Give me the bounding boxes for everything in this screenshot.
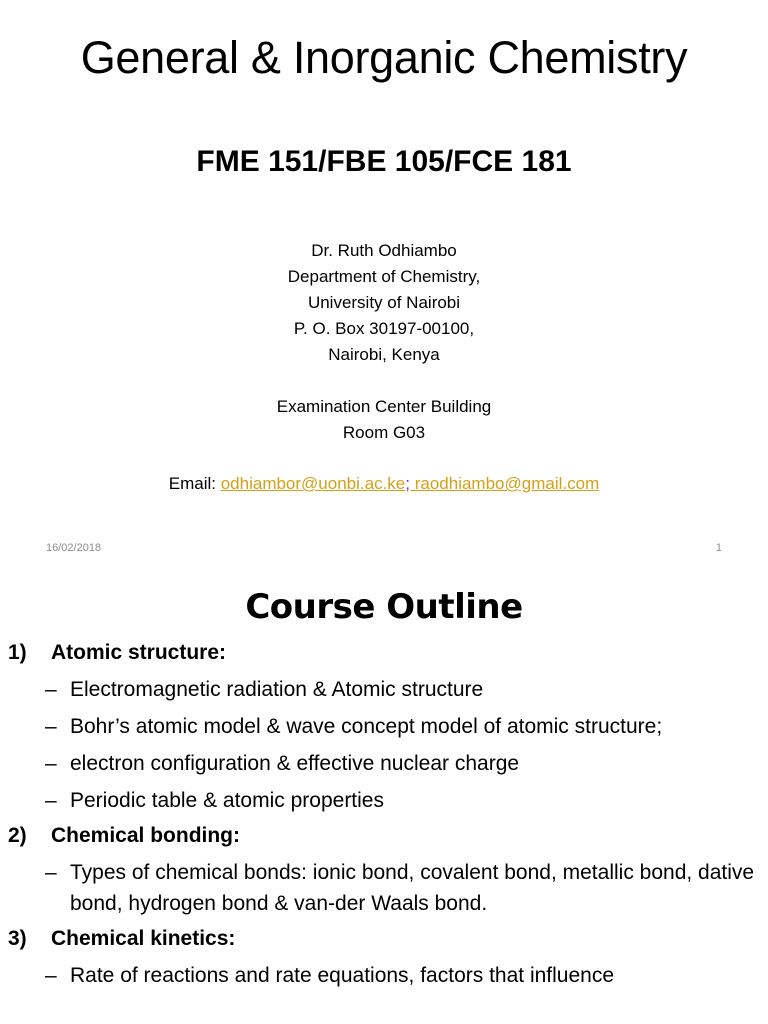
dash-bullet: – bbox=[45, 678, 57, 701]
room: Room G03 bbox=[342, 423, 426, 442]
email-line bbox=[0, 471, 768, 497]
po-box: P. O. Box 30197-00100, bbox=[293, 319, 475, 338]
section-heading: Atomic structure: bbox=[51, 641, 227, 664]
building: Examination Center Building bbox=[276, 397, 492, 416]
email-separator: ; bbox=[405, 474, 410, 493]
spacer bbox=[0, 368, 768, 394]
email-label: Email: bbox=[168, 474, 221, 493]
outline-list bbox=[8, 633, 760, 991]
slide-page-number: 1 bbox=[715, 542, 722, 554]
list-item bbox=[8, 960, 760, 991]
department: Department of Chemistry, bbox=[287, 267, 481, 286]
section-heading: Chemical kinetics: bbox=[51, 927, 236, 950]
course-outline-slide bbox=[0, 566, 768, 1024]
section-number: 2) bbox=[8, 824, 27, 847]
list-item bbox=[8, 711, 760, 742]
list-item-text: Electromagnetic radiation & Atomic structure bbox=[70, 678, 484, 701]
list-item-text: Periodic table & atomic properties bbox=[70, 789, 384, 812]
dash-bullet: – bbox=[45, 789, 57, 812]
section-chemical-kinetics bbox=[8, 924, 760, 954]
dash-bullet: – bbox=[45, 752, 57, 775]
dash-bullet: – bbox=[45, 715, 57, 738]
slide-date: 16/02/2018 bbox=[46, 542, 102, 554]
section-items bbox=[8, 960, 760, 991]
section-items bbox=[8, 674, 760, 816]
section-number: 1) bbox=[8, 641, 27, 664]
list-item-text: Types of chemical bonds: ionic bond, covalent bond, metallic bond, dative bond, hydrogen bond & van-der Waals bond. bbox=[70, 861, 755, 915]
city: Nairobi, Kenya bbox=[328, 345, 440, 364]
university: University of Nairobi bbox=[307, 293, 461, 312]
section-number: 3) bbox=[8, 927, 27, 950]
outline-title: Course Outline bbox=[245, 587, 523, 627]
list-item bbox=[8, 785, 760, 816]
dash-bullet: – bbox=[45, 861, 57, 884]
list-item-text: Rate of reactions and rate equations, factors that influence bbox=[70, 964, 615, 987]
list-item bbox=[8, 748, 760, 779]
contact-block bbox=[0, 238, 768, 497]
list-item bbox=[8, 857, 760, 919]
course-codes: FME 151/FBE 105/FCE 181 bbox=[196, 145, 572, 178]
section-items bbox=[8, 857, 760, 919]
email-link-secondary[interactable]: raodhiambo@gmail.com bbox=[410, 474, 600, 493]
list-item-text: electron configuration & effective nuclear charge bbox=[70, 752, 520, 775]
list-item bbox=[8, 674, 760, 705]
slide-title: General & Inorganic Chemistry bbox=[80, 32, 688, 83]
dash-bullet: – bbox=[45, 964, 57, 987]
section-atomic-structure bbox=[8, 638, 760, 668]
section-heading: Chemical bonding: bbox=[51, 824, 240, 847]
list-item-text: Bohr’s atomic model & wave concept model of atomic structure; bbox=[70, 715, 663, 738]
section-chemical-bonding bbox=[8, 821, 760, 851]
lecturer-name: Dr. Ruth Odhiambo bbox=[311, 241, 457, 260]
email-link-primary[interactable]: odhiambor@uonbi.ac.ke bbox=[220, 474, 406, 493]
